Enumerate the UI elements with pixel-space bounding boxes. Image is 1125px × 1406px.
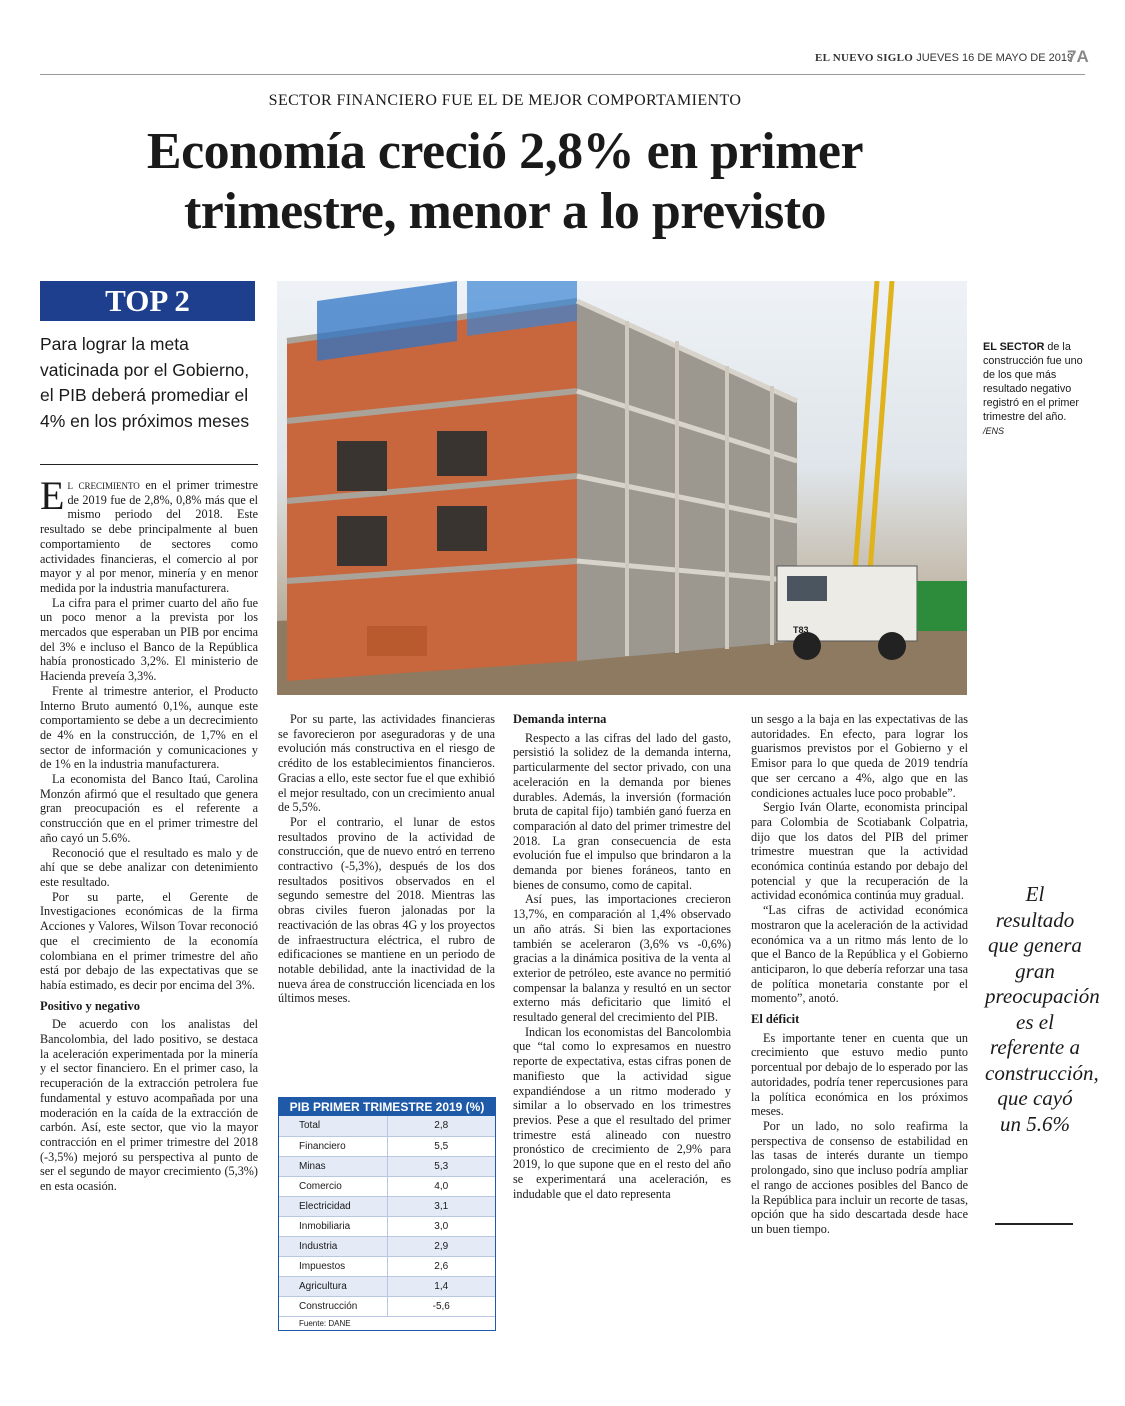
value-cell: -5,6: [387, 1296, 495, 1316]
article-column-1: [40, 473, 258, 1194]
paragraph: La economista del Banco Itaú, Carolina Monzón afirmó que el resultado que genera gran preocupación es el referente a construcción que en el primer trimestre del año cayó un 5.6%.: [40, 772, 258, 845]
photo-credit: /ENS: [983, 426, 1005, 436]
table-row: [279, 1296, 495, 1316]
sector-cell: Total: [279, 1116, 387, 1136]
sector-cell: Agricultura: [279, 1276, 387, 1296]
paragraph: Por un lado, no solo reafirma la perspectiva de consenso de estabilidad en las tasas de interés durante un tiempo prolongado, sino que incluso podría ampliar el rango de acciones posibles del Banco de la República para incluir un recorte de tasas, opción que ha sido descartada desde hace un buen tiempo.: [751, 1118, 968, 1236]
paragraph: Respecto a las cifras del lado del gasto, persistió la solidez de la demanda interna, particularmente del sector privado, con una aceleración en la demanda por bienes durables. Además, la inversión (formación bruta de capital fijo) también ganó fuerza en comparación al dato del primer trimestre del 2018. La gran consecuencia de esta evolución fue el impulso que brindaron a la demanda por bienes foráneos, tanto en bienes de consumo, como de capital.: [513, 730, 731, 892]
gdp-table: [278, 1097, 496, 1331]
article-column-4: [751, 712, 968, 1237]
table-row: [279, 1156, 495, 1176]
table-row: [279, 1236, 495, 1256]
table-row: [279, 1256, 495, 1276]
value-cell: 2,9: [387, 1236, 495, 1256]
headline-line-1: Economía creció 2,8% en primer: [146, 123, 864, 180]
table-title: PIB PRIMER TRIMESTRE 2019 (%): [279, 1098, 495, 1116]
pull-quote: El resultado que genera gran preocupación es el referente a construcción, que cayó un 5.6%: [985, 882, 1100, 1136]
table-row: [279, 1176, 495, 1196]
sector-cell: Electricidad: [279, 1196, 387, 1216]
headline: [0, 122, 1010, 242]
drop-cap: E: [40, 473, 65, 518]
subheading: Demanda interna: [513, 712, 607, 726]
paragraph: Por el contrario, el lunar de estos resultados provino de la actividad de construcción, que de nuevo entró en terreno contractivo (-5,3%), después de los dos resultados positivos observados en el segundo semestre del 2018. Mientras las obras civiles fueron jalonadas por la reactivación de las obras 4G y los proyectos de infraestructura eléctrica, el rubro de edificaciones se mantiene en un periodo de notable debilidad, ante la inactividad de la nueva área de construcción licenciada en los últimos meses.: [278, 814, 495, 1006]
value-cell: 5,3: [387, 1156, 495, 1176]
construction-crane: [852, 281, 892, 611]
paragraph: La cifra para el primer cuarto del año fue un poco menor a la prevista por los mercados que esperaban un PIB por encima del 3% e incluso el Banco de la República había pronosticado 3,2%. El ministerio de Hacienda preveía 3,3%.: [40, 595, 258, 684]
page-number: 7A: [1067, 47, 1089, 66]
paragraph: Por su parte, el Gerente de Investigaciones económicas de la firma Acciones y Valores, Wilson Tovar reconoció que el crecimiento de la economía colombiana en el primer trimestre del año está por debajo de las expectativas que se había estimado, es decir por encima del 3%.: [40, 889, 258, 992]
sector-cell: Impuestos: [279, 1256, 387, 1276]
masthead: [815, 47, 1089, 66]
paragraph: Por su parte, las actividades financieras se favorecieron por aseguradoras y de una evolución más constructiva en el riesgo de crédito de los establecimientos financieros. Gracias a ello, este sector fue el que exhibió el mejor resultado, con un crecimiento anual de 5,5%.: [278, 712, 495, 815]
construction-photo: [277, 281, 967, 695]
table-row: [279, 1116, 495, 1136]
construction-illustration: [277, 281, 967, 695]
value-cell: 3,1: [387, 1196, 495, 1216]
sector-cell: Inmobiliaria: [279, 1216, 387, 1236]
paragraph: Indican los economistas del Bancolombia que “tal como lo expresamos en nuestro reporte de expectativa, estas cifras ponen de manifiesto que la actividad sigue expandiéndose a un ritmo moderado y similar a lo observado en los trimestres previos. Pese a que el resultado del primer trimestre está alineado con nuestro pronóstico de crecimiento de 2,9% para 2019, lo que supone que en el resto del año se experimentará una aceleración, es indudable que el dato representa: [513, 1024, 731, 1201]
table-row: [279, 1276, 495, 1296]
paragraph: Es importante tener en cuenta que un crecimiento que estuvo medio punto porcentual por debajo de lo esperado por las autoridades, podría tener repercusiones para la política económica en los próximos meses.: [751, 1030, 968, 1119]
paragraph: De acuerdo con los analistas del Bancolombia, del lado positivo, se destaca la aceleración experimentada por la minería y el sector financiero. En el primer caso, la recuperación de la extracción petrolera fue fundamental y estuvo acompañada por una moderación en la caída de la extracción de carbón. Así, este sector, que vio la mayor contracción en el primer trimestre del 2018 (-3,5%) mejoró su perspectiva al punto de ser el segundo de mayor crecimiento (5,3%) en esta ocasión.: [40, 1017, 258, 1194]
value-cell: 1,4: [387, 1276, 495, 1296]
table-row: [279, 1216, 495, 1236]
sector-cell: Comercio: [279, 1176, 387, 1196]
photo-caption: [983, 340, 1083, 438]
paragraph: [40, 473, 258, 596]
pull-quote-rule: [995, 1223, 1073, 1225]
value-cell: 3,0: [387, 1216, 495, 1236]
paragraph: Frente al trimestre anterior, el Producto Interno Bruto aumentó 0,1%, aunque este comportamiento se debe a un decrecimiento de 4% en la construcción, de 1,7% en el sector de información y comunicaciones y de 1% en la industria manufacturera.: [40, 683, 258, 772]
summary: Para lograr la meta vaticinada por el Gobierno, el PIB deberá promediar el 4% en los próximos meses: [40, 334, 250, 431]
lead-in: l crecimiento: [67, 478, 140, 492]
sector-cell: Financiero: [279, 1136, 387, 1156]
headline-line-2: trimestre, menor a lo previsto: [183, 183, 827, 240]
value-cell: 2,8: [387, 1116, 495, 1136]
sector-cell: Construcción: [279, 1296, 387, 1316]
truck-plate: T83: [793, 625, 809, 635]
paragraph: Así pues, las importaciones crecieron 13,7%, en comparación al 1,4% observado un año atrás. Si bien las exportaciones también se aceleraron (3,6% vs -0,6%) gracias a la dinámica positiva de la venta al exterior de petróleo, este avance no permitió compensar la balanza y resultó en un sector externo más deficitario que limitó el resultado general del crecimiento del PIB.: [513, 892, 731, 1025]
table-source: Fuente: DANE: [299, 1318, 351, 1328]
subheading: Positivo y negativo: [40, 998, 140, 1013]
green-fence: [917, 581, 967, 631]
table-row: [279, 1136, 495, 1156]
summary-rule: [40, 464, 258, 465]
issue-date: JUEVES 16 DE MAYO DE 2019: [916, 52, 1074, 64]
paragraph: un sesgo a la baja en las expectativas de las autoridades. En efecto, para lograr los guarismos previstos por el Gobierno y el Emisor para lo que queda de 2019 tendría que ser cercano a 4%, algo que en las condiciones actuales luce poco probable”.: [751, 712, 968, 800]
value-cell: 2,6: [387, 1256, 495, 1276]
newspaper-name: EL NUEVO SIGLO: [815, 52, 914, 64]
caption-text: de la construcción fue uno de los que más resultado negativo registró en el primer trimestre del año.: [983, 341, 1083, 423]
paragraph: Sergio Iván Olarte, economista principal para Colombia de Scotiabank Colpatria, dijo que los datos del PIB del primer trimestre muestran que la actividad económica continúa estando por debajo del potencial y que la recuperación de la actividad económica continúa muy gradual.: [751, 800, 968, 903]
header-rule: [40, 74, 1085, 75]
table-body: [279, 1116, 495, 1317]
article-column-3: [513, 712, 731, 1201]
paragraph: Reconoció que el resultado es malo y de ahí que se debe analizar con detenimiento este resultado.: [40, 845, 258, 889]
subheading: El déficit: [751, 1012, 800, 1027]
brick-stack: [367, 626, 427, 656]
top-label: TOP 2: [40, 281, 255, 321]
caption-lead: EL SECTOR: [983, 341, 1045, 353]
value-cell: 4,0: [387, 1176, 495, 1196]
paragraph: “Las cifras de actividad económica mostraron que la aceleración de la actividad económica va a un ritmo más lento de lo que el Banco de la República y el Gobierno anticiparon, lo que debería reforzar una tasa de política monetaria constante por el momento”, anotó.: [751, 903, 968, 1006]
table-row: [279, 1196, 495, 1216]
kicker: SECTOR FINANCIERO FUE EL DE MEJOR COMPORTAMIENTO: [268, 92, 742, 109]
sector-cell: Industria: [279, 1236, 387, 1256]
article-column-2: [278, 712, 495, 1006]
paragraph-text: en el primer trimestre de 2019 fue de 2,8%, 0,8% más que el mismo periodo del 2018. Este resultado se debe principalmente al buen comportamiento de sectores como actividades financieras, el comercio al por mayor y al por menor, minería y en menor medida por la industria manufacturera.: [40, 478, 258, 595]
value-cell: 5,5: [387, 1136, 495, 1156]
sector-cell: Minas: [279, 1156, 387, 1176]
